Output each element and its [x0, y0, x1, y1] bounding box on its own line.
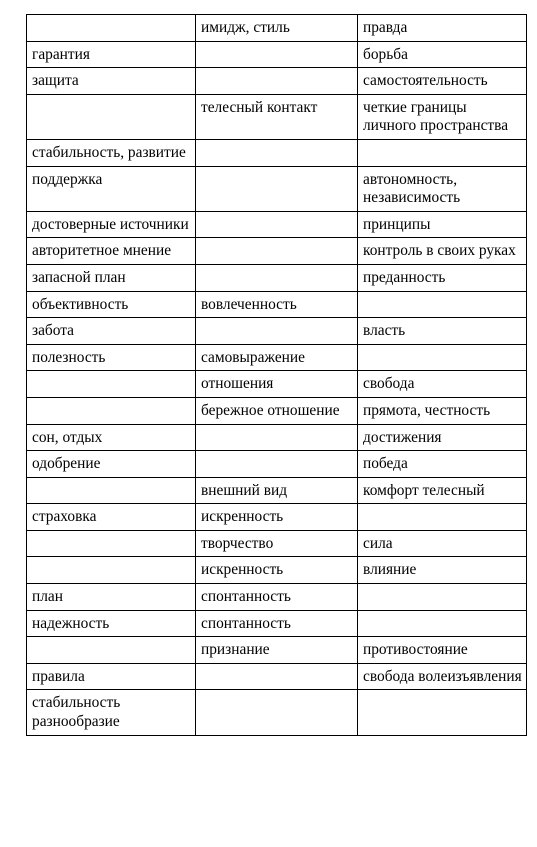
- table-cell-col-2: [196, 264, 358, 291]
- table-cell-col-2: [196, 663, 358, 690]
- table-row: [27, 371, 527, 398]
- table-cell-col-1: защита: [27, 68, 196, 95]
- table-cell-col-2: [196, 690, 358, 735]
- table-cell-col-3: [358, 291, 527, 318]
- table-row: [27, 238, 527, 265]
- table-cell-col-1: [27, 94, 196, 139]
- table-row: [27, 68, 527, 95]
- table-cell-col-3: правда: [358, 15, 527, 42]
- table-row: [27, 663, 527, 690]
- table-cell-col-3: прямота, честность: [358, 397, 527, 424]
- values-table-container: [26, 14, 526, 736]
- table-cell-col-2: отношения: [196, 371, 358, 398]
- table-cell-col-2: [196, 41, 358, 68]
- table-row: [27, 690, 527, 735]
- table-cell-col-3: победа: [358, 451, 527, 478]
- table-cell-col-3: [358, 504, 527, 531]
- table-cell-col-2: [196, 318, 358, 345]
- table-row: [27, 344, 527, 371]
- table-cell-col-1: [27, 530, 196, 557]
- table-cell-col-1: [27, 397, 196, 424]
- table-cell-col-3: [358, 344, 527, 371]
- table-cell-col-2: спонтанность: [196, 584, 358, 611]
- table-cell-col-3: свобода: [358, 371, 527, 398]
- table-cell-col-3: самостоятельность: [358, 68, 527, 95]
- table-row: [27, 557, 527, 584]
- table-cell-col-1: правила: [27, 663, 196, 690]
- table-cell-col-2: бережное отношение: [196, 397, 358, 424]
- table-cell-col-1: сон, отдых: [27, 424, 196, 451]
- table-cell-col-2: телесный контакт: [196, 94, 358, 139]
- table-cell-col-1: надежность: [27, 610, 196, 637]
- table-row: [27, 41, 527, 68]
- table-cell-col-3: влияние: [358, 557, 527, 584]
- table-cell-col-2: спонтанность: [196, 610, 358, 637]
- table-row: [27, 15, 527, 42]
- table-cell-col-2: искренность: [196, 557, 358, 584]
- table-row: [27, 424, 527, 451]
- table-cell-col-3: сила: [358, 530, 527, 557]
- table-cell-col-1: страховка: [27, 504, 196, 531]
- table-cell-col-3: четкие границы личного пространства: [358, 94, 527, 139]
- table-cell-col-1: поддержка: [27, 166, 196, 211]
- table-cell-col-2: [196, 68, 358, 95]
- table-row: [27, 530, 527, 557]
- table-cell-col-1: [27, 477, 196, 504]
- table-cell-col-1: забота: [27, 318, 196, 345]
- table-cell-col-1: [27, 15, 196, 42]
- table-cell-col-3: [358, 690, 527, 735]
- table-cell-col-2: [196, 166, 358, 211]
- table-cell-col-2: творчество: [196, 530, 358, 557]
- table-cell-col-1: стабильность разнообразие: [27, 690, 196, 735]
- table-cell-col-3: противостояние: [358, 637, 527, 664]
- table-row: [27, 291, 527, 318]
- table-cell-col-3: [358, 584, 527, 611]
- table-cell-col-1: стабильность, развитие: [27, 139, 196, 166]
- table-cell-col-2: самовыражение: [196, 344, 358, 371]
- table-cell-col-2: вовлеченность: [196, 291, 358, 318]
- table-cell-col-2: внешний вид: [196, 477, 358, 504]
- table-cell-col-2: [196, 238, 358, 265]
- table-row: [27, 637, 527, 664]
- table-cell-col-1: [27, 371, 196, 398]
- table-row: [27, 139, 527, 166]
- table-cell-col-2: [196, 424, 358, 451]
- table-row: [27, 584, 527, 611]
- table-cell-col-3: свобода волеизъявления: [358, 663, 527, 690]
- table-cell-col-2: искренность: [196, 504, 358, 531]
- table-cell-col-2: признание: [196, 637, 358, 664]
- table-cell-col-1: авторитетное мнение: [27, 238, 196, 265]
- table-cell-col-3: [358, 610, 527, 637]
- table-row: [27, 397, 527, 424]
- table-cell-col-3: преданность: [358, 264, 527, 291]
- table-row: [27, 504, 527, 531]
- table-cell-col-1: объективность: [27, 291, 196, 318]
- table-cell-col-3: принципы: [358, 211, 527, 238]
- table-cell-col-1: [27, 637, 196, 664]
- table-row: [27, 94, 527, 139]
- table-row: [27, 264, 527, 291]
- table-cell-col-3: [358, 139, 527, 166]
- table-cell-col-2: [196, 451, 358, 478]
- table-cell-col-1: одобрение: [27, 451, 196, 478]
- table-cell-col-1: план: [27, 584, 196, 611]
- table-cell-col-3: достижения: [358, 424, 527, 451]
- table-cell-col-2: имидж, стиль: [196, 15, 358, 42]
- table-row: [27, 211, 527, 238]
- table-cell-col-3: автономность, независимость: [358, 166, 527, 211]
- table-cell-col-1: достоверные источники: [27, 211, 196, 238]
- table-row: [27, 166, 527, 211]
- table-cell-col-3: комфорт телесный: [358, 477, 527, 504]
- table-row: [27, 477, 527, 504]
- table-row: [27, 451, 527, 478]
- table-cell-col-1: [27, 557, 196, 584]
- table-cell-col-2: [196, 139, 358, 166]
- table-row: [27, 610, 527, 637]
- table-cell-col-1: гарантия: [27, 41, 196, 68]
- table-cell-col-3: власть: [358, 318, 527, 345]
- table-row: [27, 318, 527, 345]
- table-cell-col-1: полезность: [27, 344, 196, 371]
- table-cell-col-1: запасной план: [27, 264, 196, 291]
- table-cell-col-2: [196, 211, 358, 238]
- values-table-body: [27, 15, 527, 736]
- values-table: [26, 14, 527, 736]
- table-cell-col-3: контроль в своих руках: [358, 238, 527, 265]
- table-cell-col-3: борьба: [358, 41, 527, 68]
